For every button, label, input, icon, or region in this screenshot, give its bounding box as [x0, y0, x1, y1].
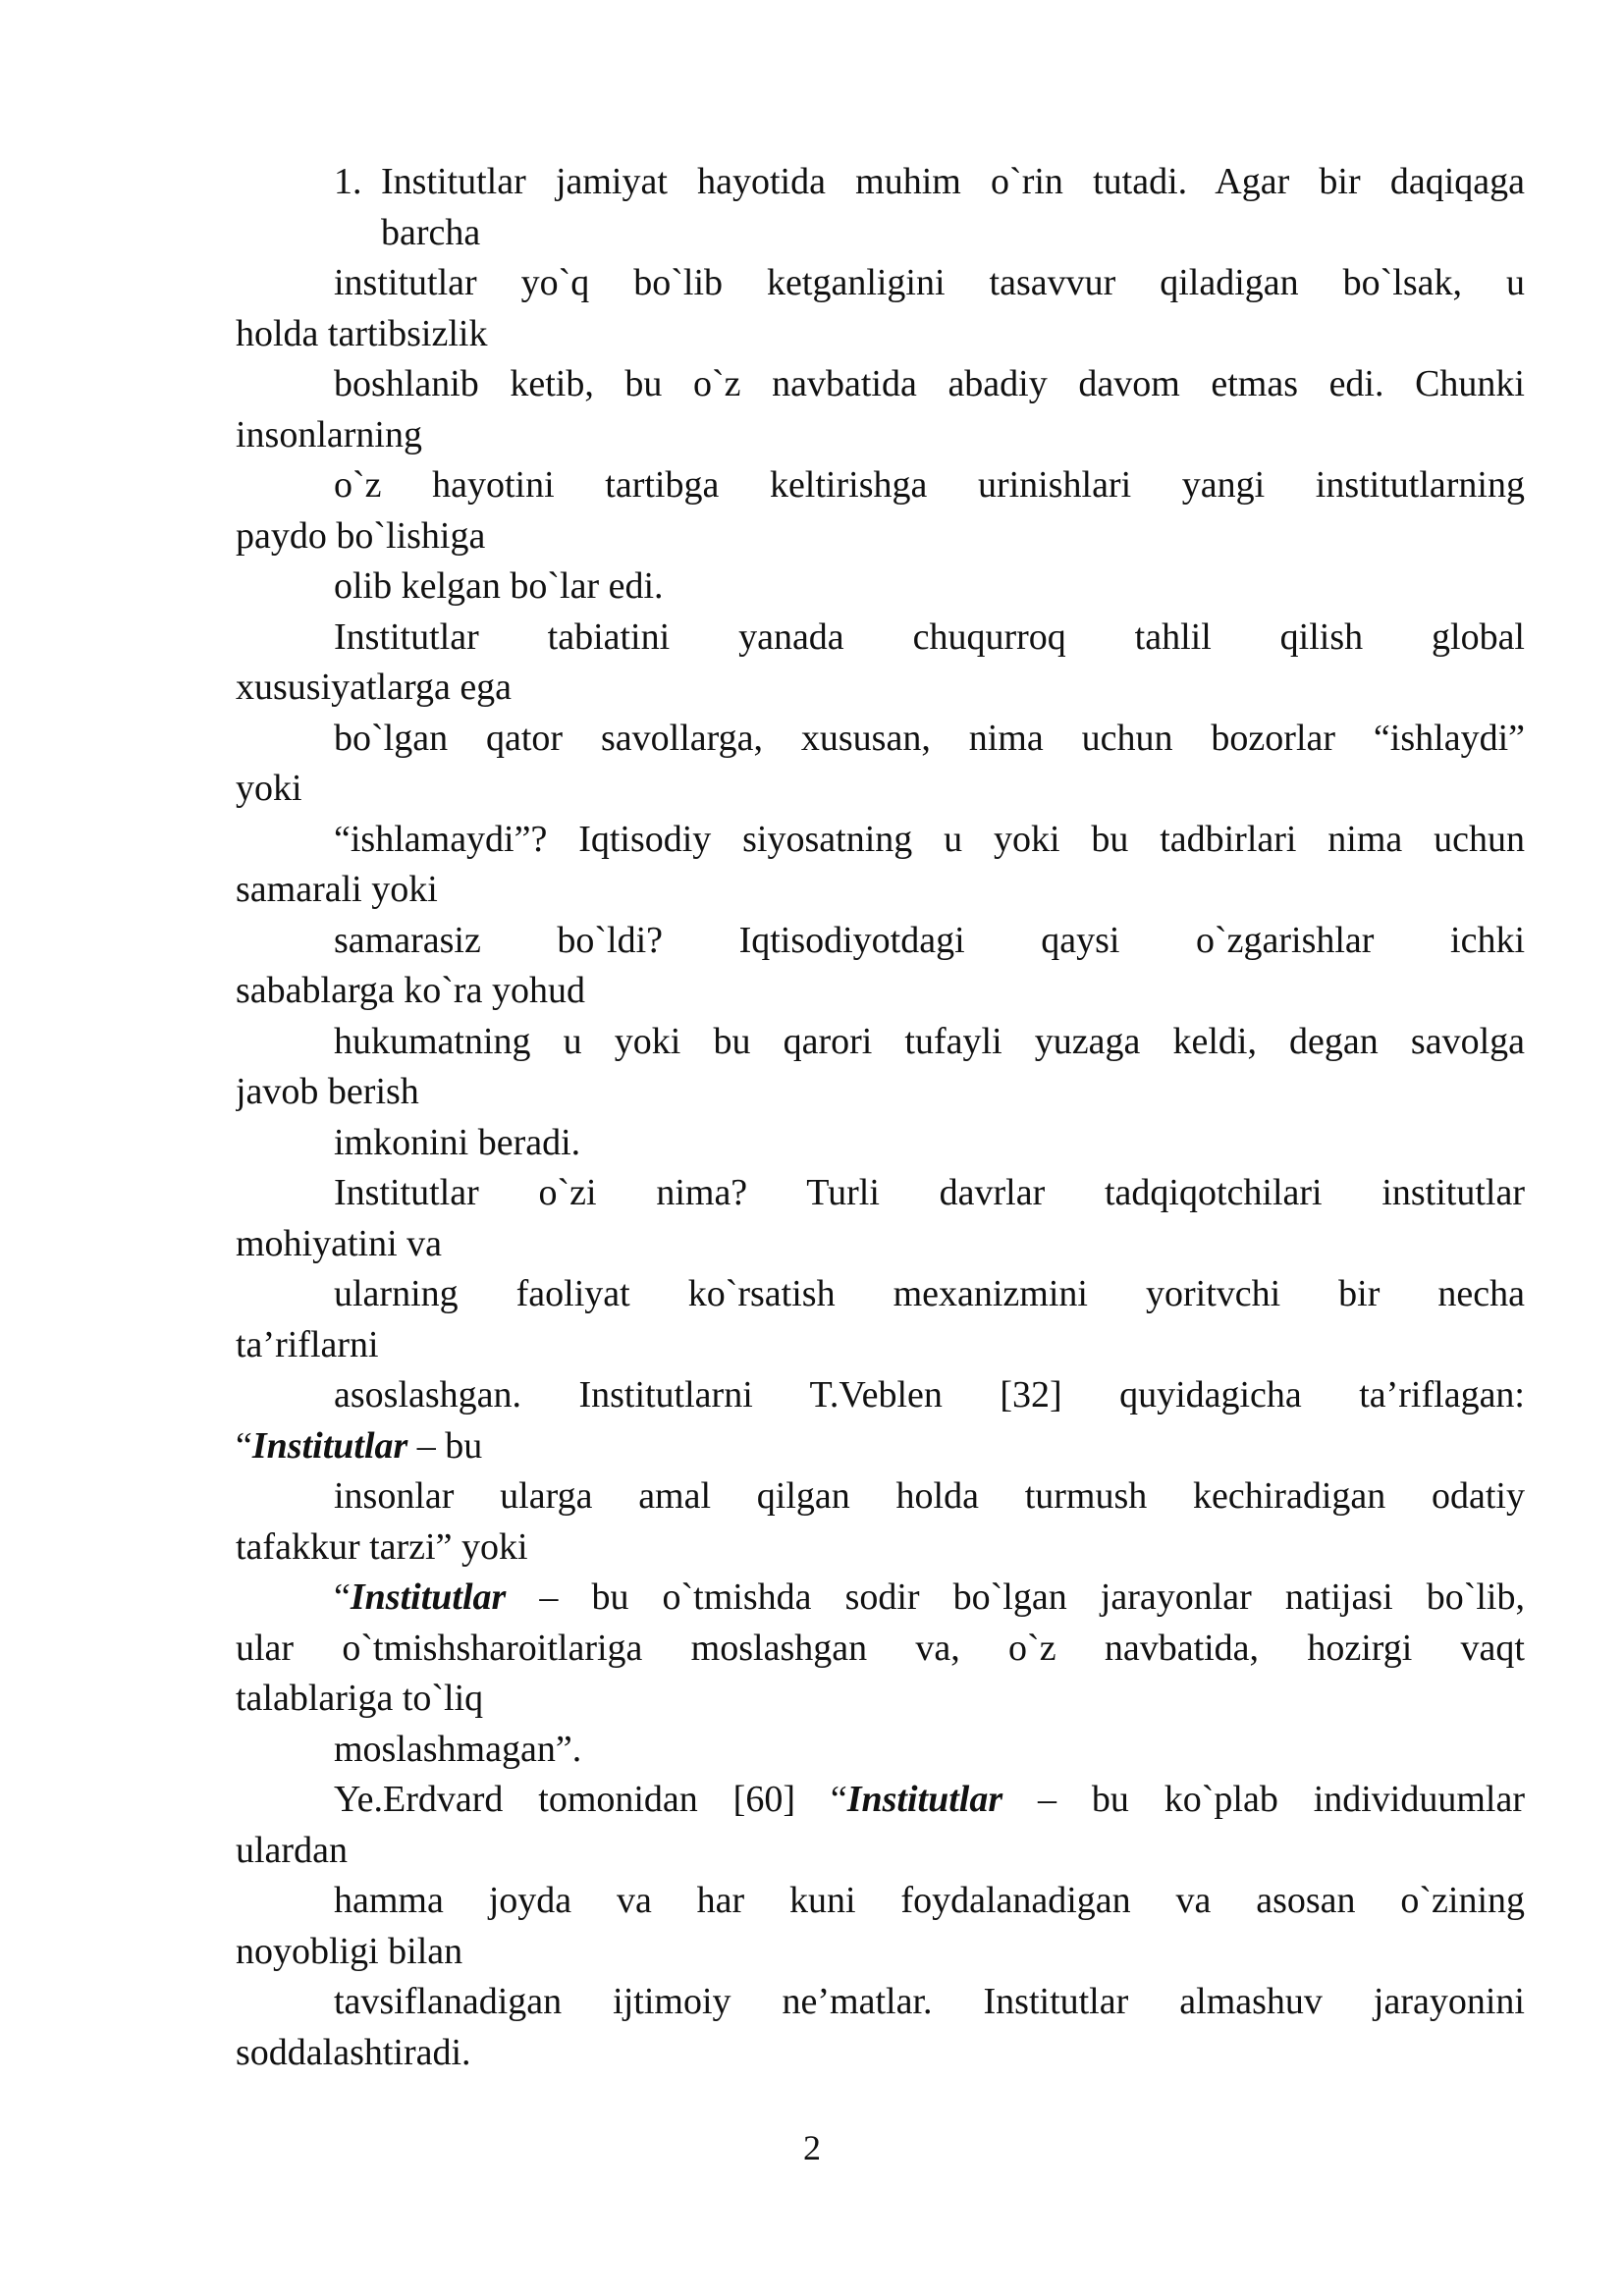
defined-term: Institutlar [846, 1779, 1003, 1820]
text-line-16: samarasiz bo`ldi? Iqtisodiyotdagi qaysi o`zgarishlar ichki [334, 919, 1525, 961]
text-line-10: Institutlar tabiatini yanada chuqurroq tahlil qilish global [334, 615, 1525, 658]
text-line-36: noyobligi bilan [236, 1930, 463, 1972]
page-number: 2 [803, 2128, 821, 2167]
text-fragment: – bu [407, 1424, 483, 1467]
list-number: 1. [334, 161, 362, 202]
text-line-13: yoki [236, 768, 302, 809]
text-fragment: – bu o`tmishda sodir bo`lgan jarayonlar natijasi bo`lib, [506, 1576, 1525, 1618]
text-line-38: soddalashtiradi. [236, 2031, 471, 2073]
text-line-23: ularning faoliyat ko`rsatish mexanizmini yoritvchi bir necha [334, 1273, 1525, 1314]
text-line-9: olib kelgan bo`lar edi. [334, 565, 664, 607]
text-line-25: asoslashgan. Institutlarni T.Veblen [32] quyidagicha ta’riflagan: [334, 1374, 1525, 1415]
text-line-26 [236, 1421, 1525, 1472]
text-line-2: barcha [381, 211, 481, 253]
text-line-22: mohiyatini va [236, 1222, 443, 1264]
text-line-27: insonlar ularga amal qilgan holda turmush kechiradigan odatiy [334, 1475, 1525, 1517]
text-line-19: javob berish [236, 1071, 419, 1112]
text-line-3: institutlar yo`q bo`lib ketganligini tasavvur qiladigan bo`lsak, u [334, 262, 1525, 303]
body-text [236, 157, 1525, 2078]
text-line-34: ulardan [236, 1829, 348, 1871]
text-line-24: ta’riflarni [236, 1323, 379, 1365]
open-quote: “ [236, 1424, 252, 1467]
text-line-28: tafakkur tarzi” yoki [236, 1525, 528, 1568]
text-line-4: holda tartibsizlik [236, 312, 488, 354]
text-line-20: imkonini beradi. [334, 1121, 581, 1163]
text-line-11: xususiyatlarga ega [236, 667, 513, 708]
defined-term: Institutlar [251, 1424, 408, 1467]
text-line-21: Institutlar o`zi nima? Turli davrlar tadqiqotchilari institutlar [334, 1172, 1525, 1213]
text-fragment: Ye.Erdvard tomonidan [60] “ [334, 1779, 847, 1820]
text-line-29 [236, 1573, 1525, 1624]
text-line-35: hamma joyda va har kuni foydalanadigan va asosan o`zining [334, 1880, 1525, 1921]
text-line-5: boshlanib ketib, bu o`z navbatida abadiy davom etmas edi. Chunki [334, 363, 1525, 404]
text-line-6: insonlarning [236, 413, 422, 455]
text-line-17: sabablarga ko`ra yohud [236, 970, 585, 1011]
text-line-31: talablariga to`liq [236, 1678, 484, 1719]
text-fragment: – bu ko`plab individuumlar [1002, 1779, 1525, 1820]
text-line-8: paydo bo`lishiga [236, 514, 486, 557]
defined-term: Institutlar [350, 1576, 507, 1618]
text-line-1: Institutlar jamiyat hayotida muhim o`rin tutadi. Agar bir daqiqaga [381, 161, 1525, 202]
list-item-1 [236, 157, 1525, 208]
text-line-32: moslashmagan”. [334, 1728, 582, 1770]
text-line-30: ular o`tmishsharoitlariga moslashgan va, o`z navbatida, hozirgi vaqt [236, 1627, 1525, 1669]
text-line-12: bo`lgan qator savollarga, xususan, nima uchun bozorlar “ishlaydi” [334, 717, 1525, 759]
text-line-7: o`z hayotini tartibga keltirishga urinishlari yangi institutlarning [334, 464, 1525, 506]
text-line-14: “ishlamaydi”? Iqtisodiy siyosatning u yoki bu tadbirlari nima uchun [334, 818, 1525, 860]
text-line-18: hukumatning u yoki bu qarori tufayli yuzaga keldi, degan savolga [334, 1020, 1525, 1062]
open-quote: “ [334, 1576, 351, 1618]
text-line-33 [236, 1775, 1525, 1826]
text-line-15: samarali yoki [236, 869, 438, 910]
text-line-37: tavsiflanadigan ijtimoiy ne’matlar. Institutlar almashuv jarayonini [334, 1981, 1525, 2022]
